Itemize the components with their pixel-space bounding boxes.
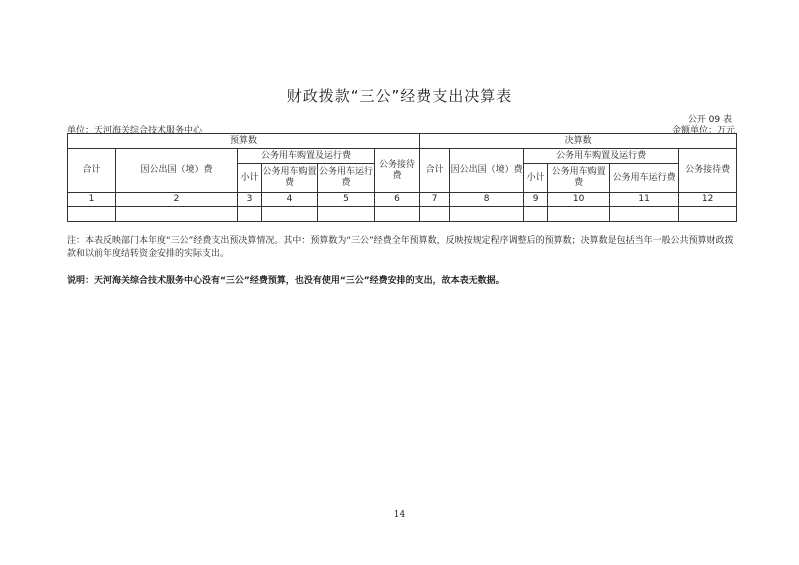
col-number: 7 [420,193,450,207]
final-vehicle-group-header: 公务用车购置及运行费 [524,149,679,164]
budget-header: 预算数 [68,134,420,149]
final-reception-header: 公务接待费 [679,149,737,193]
form-number: 公开 09 表 [687,115,732,125]
col-number: 1 [68,193,116,207]
data-cell [524,207,548,222]
data-cell [116,207,238,222]
budget-operation-header: 公务用车运行费 [318,164,375,193]
three-public-expenses-table [67,133,737,222]
budget-abroad-header: 因公出国（境）费 [116,149,238,193]
table-note: 注：本表反映部门本年度“三公”经费支出预决算情况。其中：预算数为“三公”经费全年预算数，反映按规定程序调整后的预算数；决算数是包括当年一般公共预算财政拨款和以前年度结转资金安排的实际支出。 [67,236,734,259]
data-cell [420,207,450,222]
col-number: 5 [318,193,375,207]
col-number: 6 [375,193,420,207]
col-number: 4 [262,193,318,207]
col-number: 11 [610,193,679,207]
unit-label: 单位：天河海关综合技术服务中心 [67,126,203,136]
col-number: 8 [450,193,524,207]
data-cell [548,207,610,222]
col-number: 9 [524,193,548,207]
final-purchase-header: 公务用车购置费 [548,164,610,193]
budget-subtotal-header: 小计 [238,164,262,193]
data-cell [68,207,116,222]
data-cell [262,207,318,222]
amount-unit: 金额单位：万元 [671,126,735,136]
data-cell [679,207,737,222]
page-title: 财政拨款“三公”经费支出决算表 [286,87,513,105]
final-header: 决算数 [420,134,737,149]
final-operation-header: 公务用车运行费 [610,164,679,193]
data-cell [610,207,679,222]
data-cell [375,207,420,222]
final-total-header: 合计 [420,149,450,193]
table-row [68,207,737,222]
budget-total-header: 合计 [68,149,116,193]
budget-purchase-header: 公务用车购置费 [262,164,318,193]
data-cell [318,207,375,222]
col-number: 2 [116,193,238,207]
data-cell [238,207,262,222]
budget-vehicle-group-header: 公务用车购置及运行费 [238,149,375,164]
budget-reception-header: 公务接待费 [375,149,420,193]
page-number: 14 [393,510,406,520]
explanation: 说明：天河海关综合技术服务中心没有“三公”经费预算，也没有使用“三公”经费安排的支出，故本表无数据。 [67,276,505,286]
col-number: 3 [238,193,262,207]
col-number: 10 [548,193,610,207]
data-cell [450,207,524,222]
col-number: 12 [679,193,737,207]
final-subtotal-header: 小计 [524,164,548,193]
final-abroad-header: 因公出国（境）费 [450,149,524,193]
